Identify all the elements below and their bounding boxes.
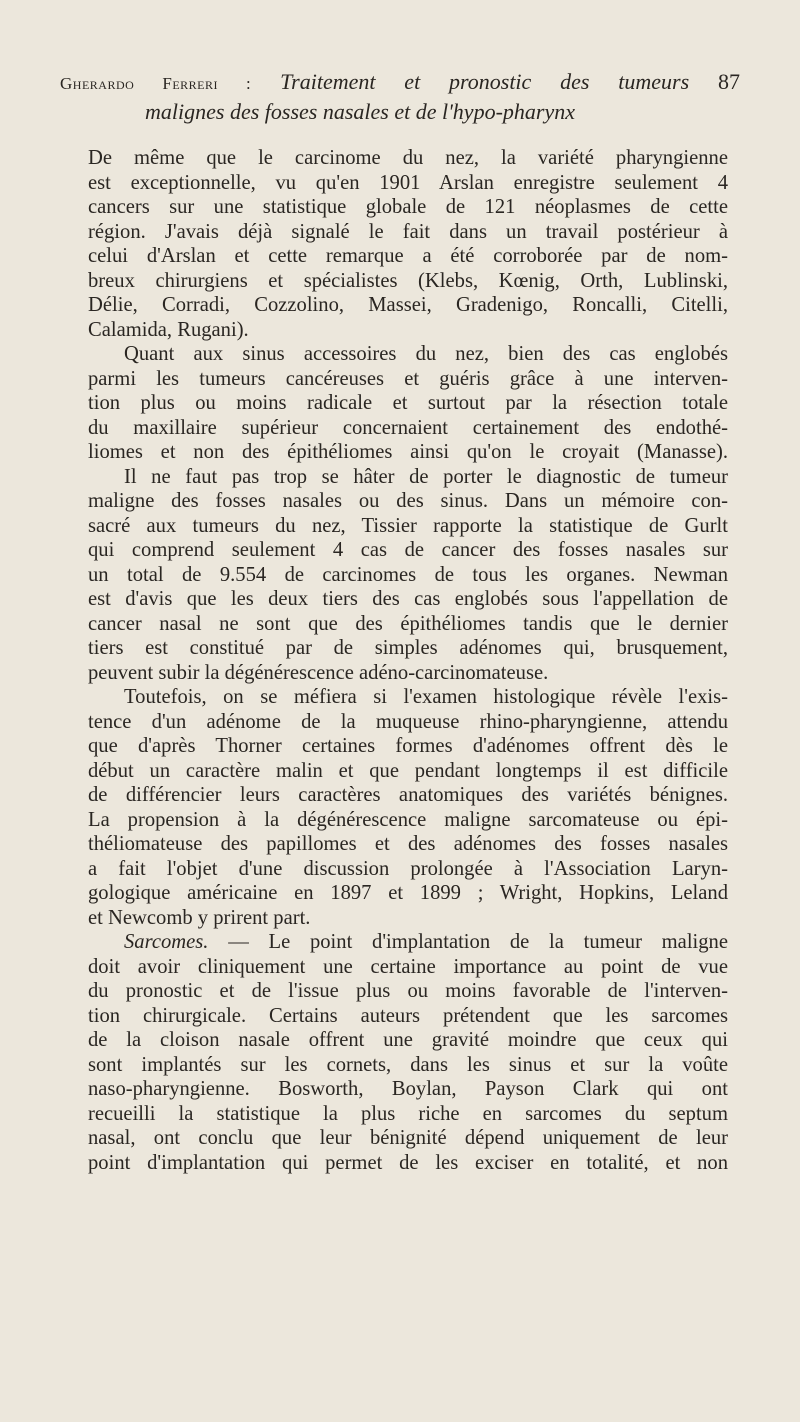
running-header: [60, 68, 740, 126]
text-line: parmi les tumeurs cancéreuses et guéris grâce à une interven-: [88, 367, 728, 390]
text-line: Quant aux sinus accessoires du nez, bien des cas englobés: [124, 343, 728, 365]
text-line: est exceptionnelle, vu qu'en 1901 Arslan enregistre seulement 4: [88, 171, 728, 194]
text-line: est d'avis que les deux tiers des cas englobés sous l'appellation de: [88, 588, 728, 610]
text-line: La propension à la dégénérescence maligne sarcomateuse ou épi-: [88, 808, 728, 831]
text-line: peuvent subir la dégénérescence adéno-carcinomateuse.: [88, 661, 549, 684]
text-line: Calamida, Rugani).: [88, 318, 249, 341]
text-line: du pronostic et de l'issue plus ou moins favorable de l'interven-: [88, 980, 728, 1002]
paragraph-5: [52, 930, 728, 1175]
text-line: Délie, Corradi, Cozzolino, Massei, Gradenigo, Roncalli, Citelli,: [88, 294, 728, 316]
text-line: du maxillaire supérieur concernaient certainement des endothé-: [88, 416, 728, 439]
paragraph-3: [52, 465, 728, 686]
text-line: breux chirurgiens et spécialistes (Klebs, Kœnig, Orth, Lublinski,: [88, 269, 728, 292]
text-line: point d'implantation qui permet de les exciser en totalité, et non: [88, 1151, 728, 1174]
text-line: nasal, ont conclu que leur bénignité dépend uniquement de leur: [88, 1127, 728, 1149]
header-author: Gherardo Ferreri :: [60, 74, 252, 93]
header-title-part-1: Traitement et pronostic des tumeurs: [280, 69, 690, 94]
text-run: — Le point d'implantation de la tumeur maligne: [228, 931, 728, 953]
text-line: recueilli la statistique la plus riche en sarcomes du septum: [88, 1102, 728, 1125]
paragraph-1: [52, 146, 728, 342]
text-line: liomes et non des épithéliomes ainsi qu'on le croyait (Manasse).: [88, 441, 728, 463]
section-heading-sarcomes: Sarcomes.: [124, 931, 209, 953]
text-line: que d'après Thorner certaines formes d'adénomes offrent dès le: [88, 735, 728, 757]
text-line: sont implantés sur les cornets, dans les sinus et sur la voûte: [88, 1053, 728, 1076]
text-line: Toutefois, on se méfiera si l'examen histologique révèle l'exis-: [124, 686, 728, 708]
text-line: cancers sur une statistique globale de 121 néoplasmes de cette: [88, 196, 728, 218]
text-line: théliomateuse des papillomes et des adénomes des fosses nasales: [88, 833, 728, 855]
text-line: début un caractère malin et que pendant longtemps il est difficile: [88, 759, 728, 782]
text-line: cancer nasal ne sont que des épithéliomes tandis que le dernier: [88, 612, 728, 635]
text-line: tiers est constitué par de simples adénomes qui, brusquement,: [88, 637, 728, 659]
text-line: celui d'Arslan et cette remarque a été corroborée par de nom-: [88, 245, 728, 267]
text-line: tion chirurgicale. Certains auteurs prétendent que les sarcomes: [88, 1004, 728, 1027]
text-line: doit avoir cliniquement une certaine importance au point de vue: [88, 955, 728, 978]
header-line-1: [60, 68, 740, 98]
text-line: qui comprend seulement 4 cas de cancer des fosses nasales sur: [88, 539, 728, 561]
page-number: 87: [718, 69, 741, 94]
text-line: et Newcomb y prirent part.: [88, 906, 311, 929]
text-line: [52, 930, 728, 955]
text-line: gologique américaine en 1897 et 1899 ; Wright, Hopkins, Leland: [88, 882, 728, 904]
paragraph-4: [52, 685, 728, 930]
text-line: tence d'un adénome de la muqueuse rhino-pharyngienne, attendu: [88, 710, 728, 733]
text-line: un total de 9.554 de carcinomes de tous les organes. Newman: [88, 563, 728, 586]
text-line: naso-pharyngienne. Bosworth, Boylan, Payson Clark qui ont: [88, 1078, 728, 1100]
text-line: a fait l'objet d'une discussion prolongée à l'Association Laryn-: [88, 857, 728, 880]
text-line: de la cloison nasale offrent une gravité moindre que ceux qui: [88, 1029, 728, 1051]
text-line: tion plus ou moins radicale et surtout par la résection totale: [88, 392, 728, 414]
text-line: de différencier leurs caractères anatomiques des variétés bénignes.: [88, 784, 728, 806]
text-line: maligne des fosses nasales ou des sinus. Dans un mémoire con-: [88, 490, 728, 512]
text-line: Il ne faut pas trop se hâter de porter le diagnostic de tumeur: [124, 465, 728, 488]
text-line: région. J'avais déjà signalé le fait dans un travail postérieur à: [88, 220, 728, 243]
text-line: De même que le carcinome du nez, la variété pharyngienne: [88, 147, 728, 169]
header-title-part-2: malignes des fosses nasales et de l'hypo-pharynx: [145, 99, 575, 124]
paragraph-2: [52, 342, 728, 465]
body-text: [52, 146, 728, 1175]
text-line: sacré aux tumeurs du nez, Tissier rapporte la statistique de Gurlt: [88, 514, 728, 537]
